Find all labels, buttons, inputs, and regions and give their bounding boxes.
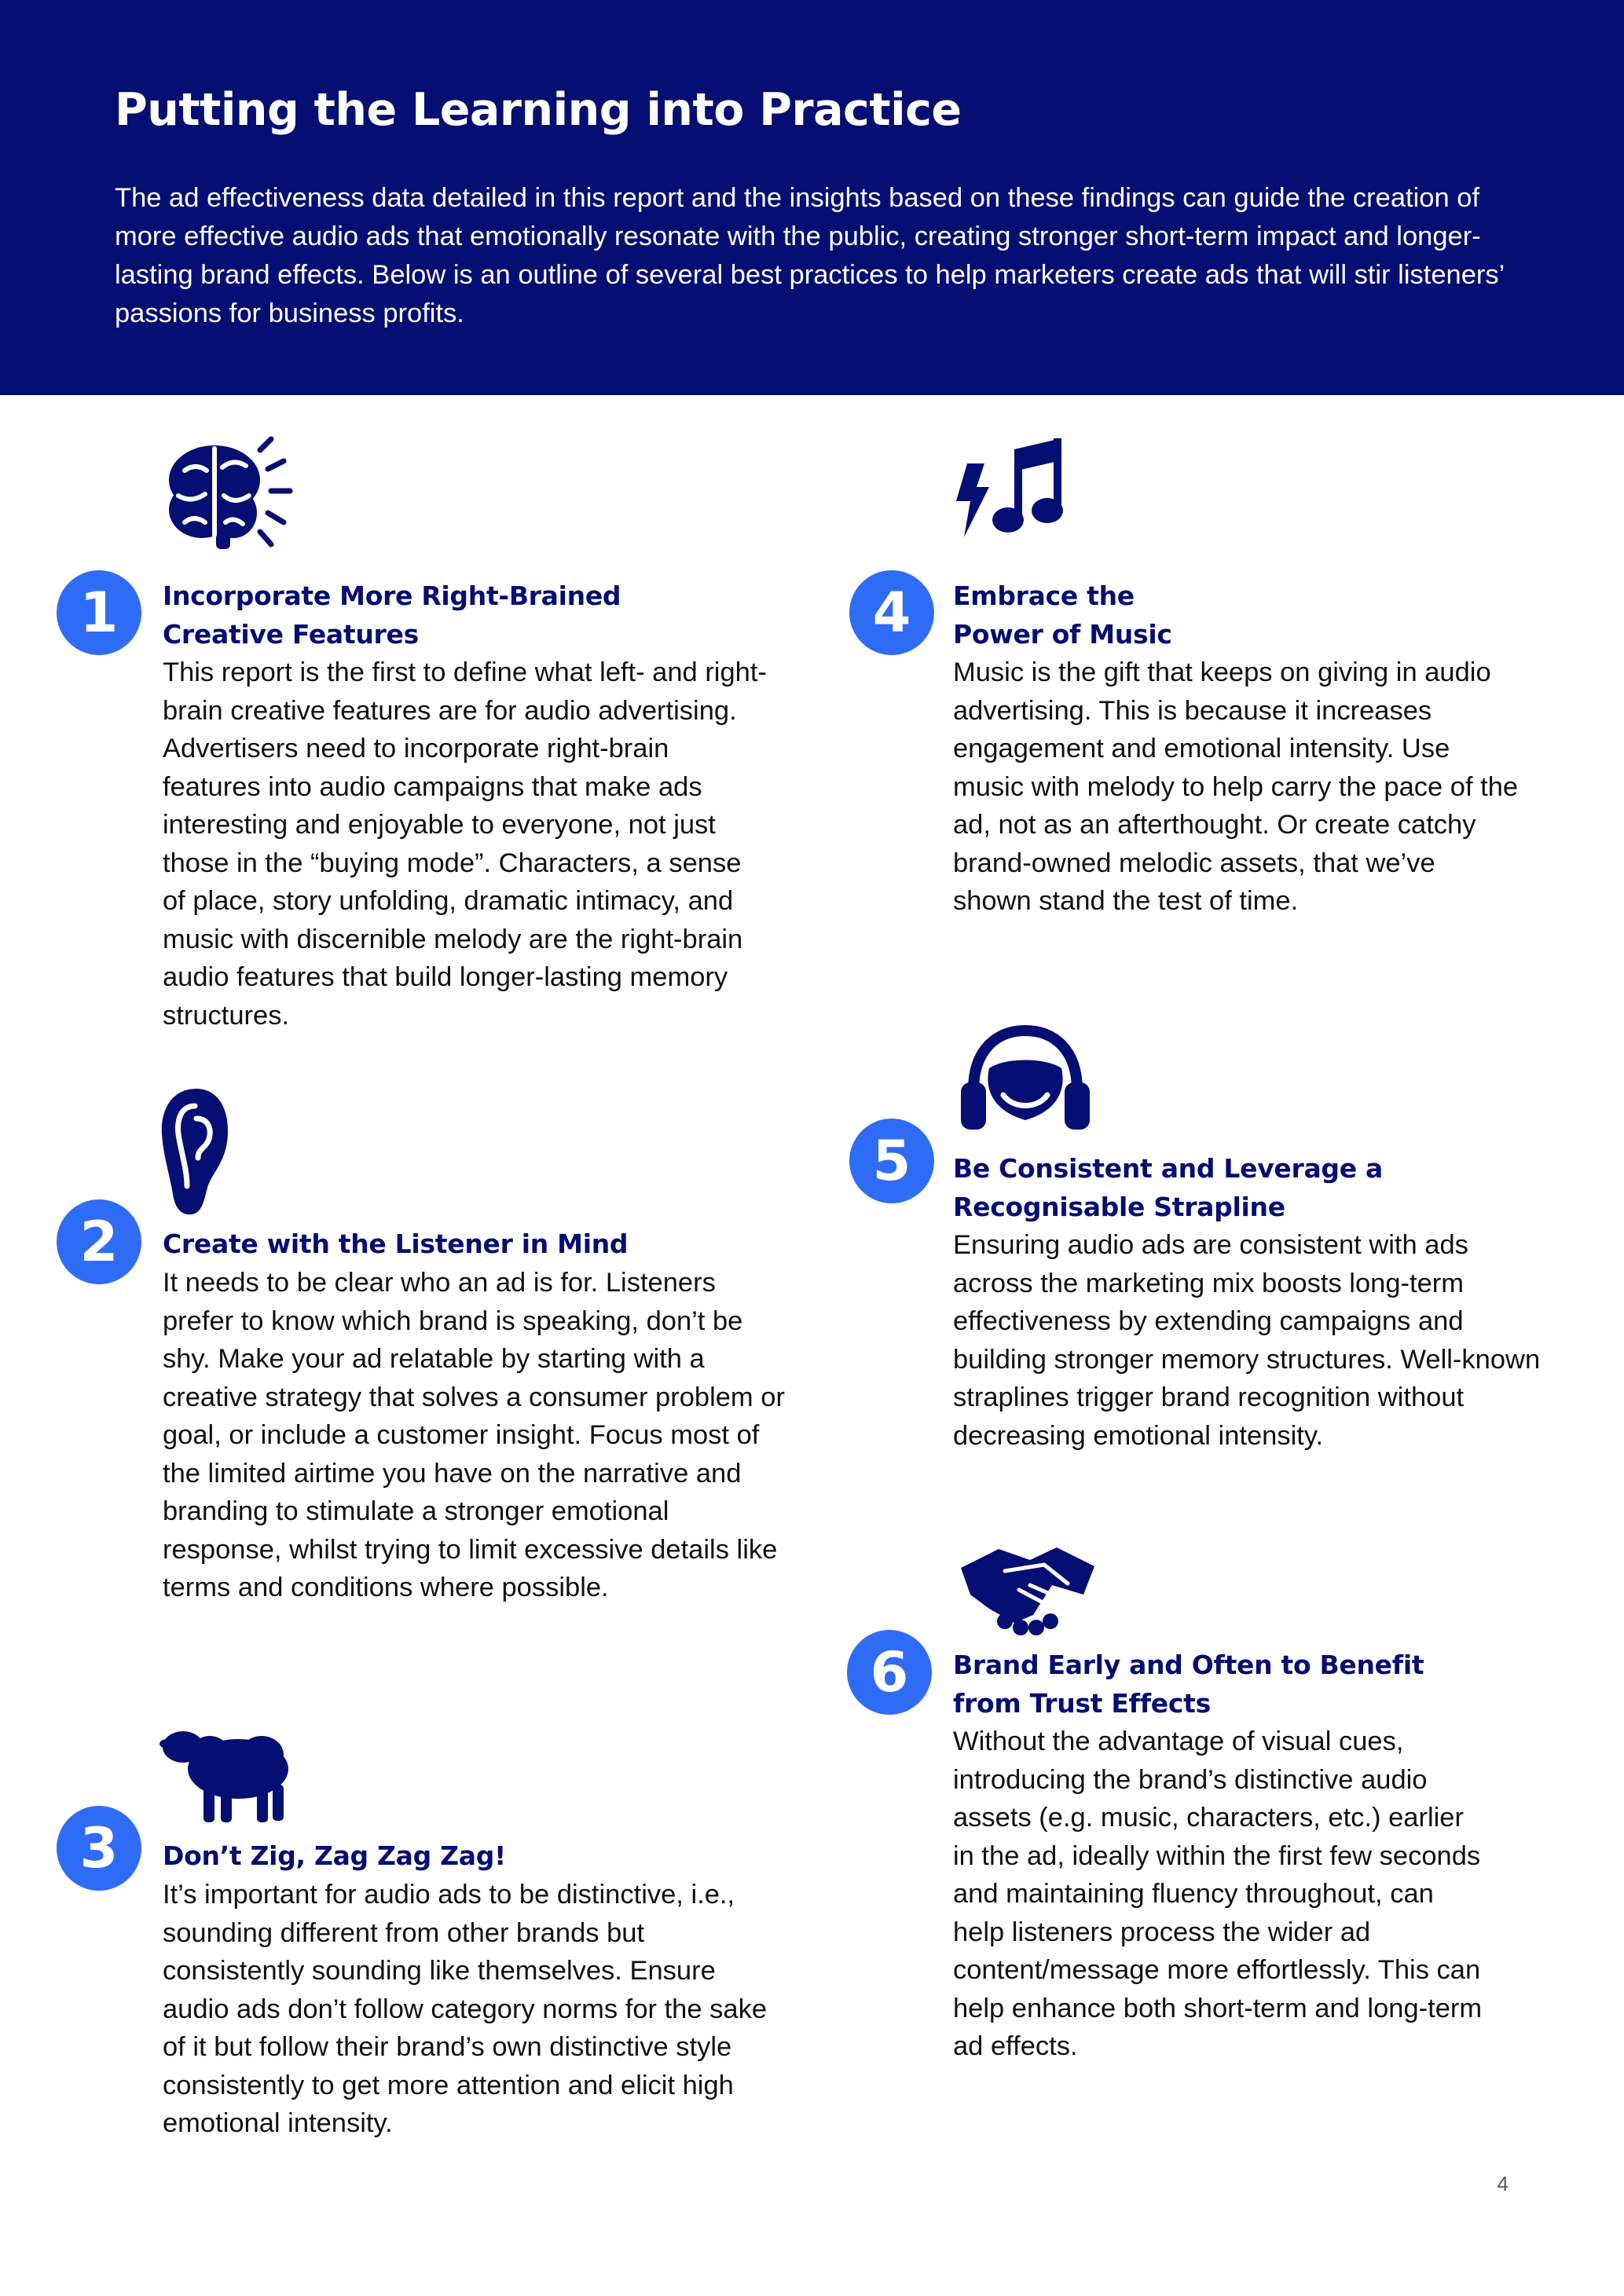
section-1-title (163, 577, 823, 654)
section-4-title (953, 577, 1613, 654)
intro-paragraph: The ad effectiveness data detailed in this report and the insights based on these findings can guide the creation of more effective audio ads that emotionally resonate with the public, creating stronger short-term impact and longer-lasting brand effects. Below is an outline of several best practices to help marketers create ads that will stir listeners’ passions for business profits. (115, 183, 1505, 328)
section-4-title-line-2: Power of Music (953, 618, 1172, 650)
section-5-title-line-2: Recognisable Strapline (953, 1191, 1285, 1222)
section-5-body: Ensuring audio ads are consistent with ads across the marketing mix boosts long-term effectiveness by extending campaigns and building stronger memory structures. Well-known straplines trigger brand recognition without decreasing emotional intensity. (953, 1230, 1541, 1451)
page-title: Putting the Learning into Practice (115, 84, 962, 136)
brain-icon (161, 434, 295, 552)
section-5-title (953, 1150, 1613, 1226)
section-1-title-line-2: Creative Features (163, 618, 419, 650)
handshake-icon (958, 1540, 1098, 1637)
section-2-title (163, 1225, 823, 1264)
section-4-body: Music is the gift that keeps on giving in audio advertising. This is because it increases engagement and emotional intensity. Use music with melody to help carry the pace of the ad, not as an afterthought. Or create catchy brand-owned melodic assets, that we’ve shown stand the test of time. (953, 657, 1519, 916)
music-notes-icon (953, 438, 1079, 540)
ear-icon (156, 1084, 234, 1219)
section-3-title (163, 1837, 823, 1876)
section-3-title-line-1: Don’t Zig, Zag Zag Zag! (163, 1840, 506, 1871)
section-5-title-line-1: Be Consistent and Leverage a (953, 1153, 1383, 1184)
section-6-number-badge: 6 (847, 1630, 932, 1715)
section-1-body: This report is the first to define what left- and right-brain creative features are for audio advertising. Advertisers need to incorporate right-brain features into audio campaigns that make ads interesting and enjoyable to everyone, not just those in the “buying mode”. Characters, a sense of place, story unfolding, dramatic intimacy, and music with discernible melody are the right-brain audio features that build longer-lasting memory structures. (163, 657, 767, 1031)
sheep-icon (159, 1720, 293, 1825)
header-banner (0, 0, 1624, 395)
section-6-body: Without the advantage of visual cues, introducing the brand’s distinctive audio assets (e.g. music, characters, etc.) earlier in the ad, ideally within the first few seconds and maintaining fluency throughout, can help listeners process the wider ad content/message more effortlessly. This can help enhance both short-term and long-term ad effects. (953, 1727, 1483, 2061)
section-2-number-badge: 2 (57, 1199, 141, 1284)
section-5-number-badge: 5 (849, 1119, 934, 1203)
section-4-title-line-1: Embrace the (953, 580, 1135, 611)
section-1-title-line-1: Incorporate More Right-Brained (163, 580, 621, 611)
section-4-number-badge: 4 (849, 570, 934, 655)
section-6-title (953, 1646, 1613, 1723)
section-3-body: It’s important for audio ads to be distinctive, i.e., sounding different from other brands but consistently sounding like themselves. Ensure audio ads don’t follow category norms for the sake of it but follow their brand’s own distinctive style consistently to get more attention and elicit high emotional intensity. (163, 1880, 768, 2138)
section-2-title-line-1: Create with the Listener in Mind (163, 1229, 629, 1259)
section-6-title-line-2: from Trust Effects (953, 1687, 1211, 1719)
page-number: 4 (1497, 2172, 1509, 2195)
section-2-body: It needs to be clear who an ad is for. Listeners prefer to know which brand is speaking, don’t be shy. Make your ad relatable by starting with a creative strategy that solves a consumer problem or goal, or include a customer insight. Focus most of the limited airtime you have on the narrative and branding to stimulate a stronger emotional response, whilst trying to limit excessive details like terms and conditions where possible. (163, 1268, 785, 1602)
headphones-icon (958, 1023, 1093, 1141)
section-6-title-line-1: Brand Early and Often to Benefit (953, 1650, 1424, 1680)
section-1-number-badge: 1 (57, 570, 141, 655)
section-3-number-badge: 3 (57, 1806, 141, 1891)
